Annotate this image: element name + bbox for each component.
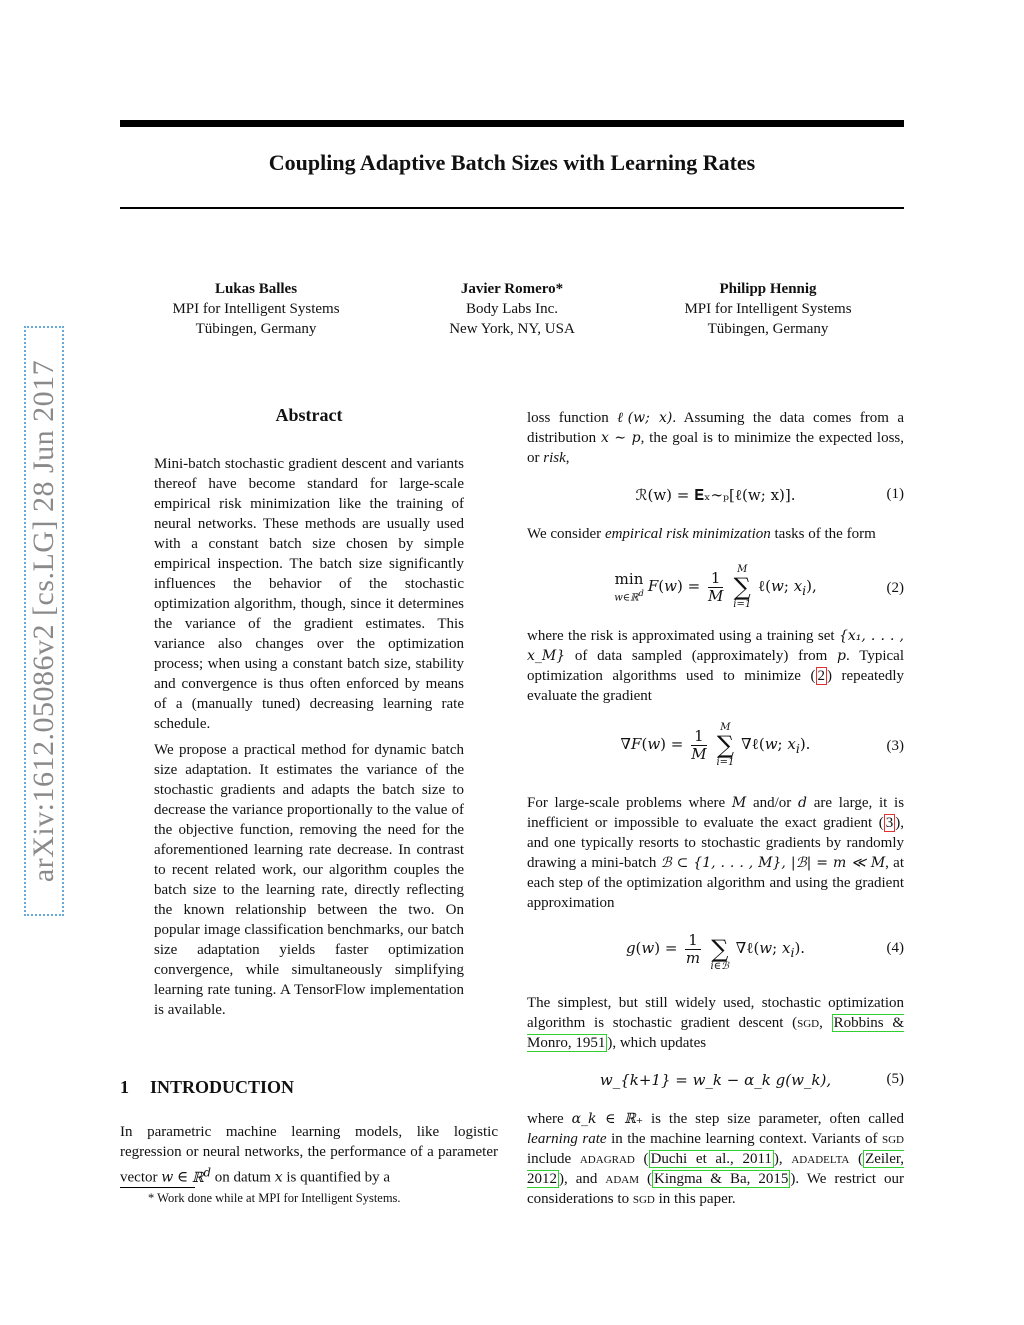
arxiv-identifier-link[interactable] [24,326,64,916]
equation-5-expression: w_{k+1} = w_k − α_k g(w_k), [599,1071,832,1089]
equation-1-number: (1) [886,486,904,502]
abstract-paragraph-1: Mini-batch stochastic gradient descent and variants thereof have become standard for large-scale empirical risk minimization like the training of neural networks. These methods are usually used with a constant batch size chosen by simple empirical inspection. The batch size significantly influences the behavior of the stochastic optimization algorithm, though, since it determines the variance of the gradient estimates. This variance also changes over the optimization process; when using a constant batch size, stability and convergence is thus often enforced by means of a (manually tuned) decreasing learning rate schedule. [154,456,464,732]
equation-3 [527,722,904,778]
author-affiliation: MPI for Intelligent Systems [684,301,852,317]
title-rule-top [120,120,904,127]
equation-2 [527,564,904,620]
right-paragraph-1: loss function ℓ(w; x). Assuming the data comes from a distribution x ∼ p, the goal is to minimize the expected loss, or risk, [527,410,904,466]
author-name: Lukas Balles [214,281,298,297]
title-rule-bottom [120,207,904,209]
citation-duchi-link[interactable]: Duchi et al., 2011 [650,1151,772,1167]
equation-1 [527,486,904,510]
footnote: * Work done while at MPI for Intelligent Systems. [148,1191,401,1205]
paper-title: Coupling Adaptive Batch Sizes with Learning Rates [268,150,756,175]
right-paragraph-4: For large-scale problems where M and/or d are large, it is inefficient or impossible to evaluate the exact gradient ( 3 ), and one typically resorts to stochastic gradients by randomly drawing a mini-batch ℬ ⊂ {1, . . . , M}, |ℬ| = m ≪ M, at each step of the optimization algorithm and using the gradient approximation [527,795,905,911]
author-location: Tübingen, Germany [195,321,317,337]
equation-3-reference-link[interactable]: 3 [885,815,894,831]
citation-kingma-ba-link[interactable]: Kingma & Ba, 2015 [653,1171,789,1187]
author-location: New York, NY, USA [449,321,575,337]
author-block-3 [648,279,888,339]
author-location: Tübingen, Germany [707,321,829,337]
author-block-2 [392,279,632,339]
author-block-1 [136,279,376,339]
author-name: Philipp Hennig [719,281,817,297]
author-affiliation: MPI for Intelligent Systems [172,301,340,317]
abstract-heading: Abstract [275,405,343,425]
equation-5 [527,1071,904,1095]
right-paragraph-3: where the risk is approximated using a training set {x₁, . . . , x_M} of data sampled (approximately) from p. Typical optimization algorithms used to minimize ( 2 ) repeatedly evaluate the gradient [527,628,905,704]
footnote-rule [120,1187,195,1188]
author-affiliation: Body Labs Inc. [465,301,559,317]
equation-3-expression: ∇F(w) = $\frac{1}{M}$ M ∑ i=1 ∇ℓ(w; $x_i$). [620,722,811,768]
equation-3-number: (3) [886,738,904,754]
equation-4-expression: g(w) = $\frac{1}{m}$ ∑ i∈ℬ ∇ℓ(w; $x_i$). [625,930,806,972]
right-paragraph-2: We consider empirical risk minimization tasks of the form [527,526,876,542]
equation-1-expression: ℛ(w) = 𝐄ₓ∼ₚ[ℓ(w; x)]. [635,486,796,504]
section-number: 1 [120,1077,129,1097]
equation-4 [527,926,904,978]
citation-zeiler-link[interactable]: Zeiler, 2012 [527,1151,905,1187]
equation-2-expression: min w∈ℝ$^d$ F(w) = $\frac{1}{M}$ M ∑ i=1 ℓ(w; $x_i$), [614,564,817,610]
abstract-paragraph-2: We propose a practical method for dynamic batch size adaptation. It estimates the variance of the stochastic gradients and adapts the batch size to decrease the variance proportionally to the value of the objective function, removing the need for the aforementioned learning rate decrease. In contrast to recent related work, our algorithm couples the batch size to the learning rate, directly reflecting the known relationship between the two. On popular image classification benchmarks, our batch size adaptation yields faster optimization convergence, while simultaneously simplifying learning rate tuning. A TensorFlow implementation is available. [154,742,464,1018]
equation-4-number: (4) [886,940,904,956]
right-paragraph-6: where α_k ∈ ℝ₊ is the step size parameter, often called learning rate in the machine learning context. Variants of sgd include adagrad ( Duchi et al., 2011 ), adadelta ( Zeiler, 2012 ), and adam ( Kingma & Ba, 2015 ). We restrict our considerations to sgd in this paper. [527,1111,905,1207]
section-title: INTRODUCTION [150,1077,295,1097]
right-paragraph-5: The simplest, but still widely used, stochastic optimization algorithm is stochastic gradient descent (sgd, Robbins & Monro, 1951 ), which updates [527,995,904,1051]
equation-5-number: (5) [886,1071,904,1087]
author-name: Javier Romero* [460,281,564,297]
equation-2-number: (2) [886,580,904,596]
section-heading-introduction [120,1077,294,1098]
citation-robbins-monro-link[interactable]: Robbins & Monro, 1951 [527,1015,904,1051]
arxiv-identifier: arXiv:1612.05086v2 [cs.LG] 28 Jun 2017 [27,359,60,883]
intro-paragraph: In parametric machine learning models, like logistic regression or neural networks, the performance of a parameter vector w ∈ ℝ$^d$ on datum x is quantified by a [120,1124,498,1186]
equation-2-reference-link[interactable]: 2 [817,668,825,684]
